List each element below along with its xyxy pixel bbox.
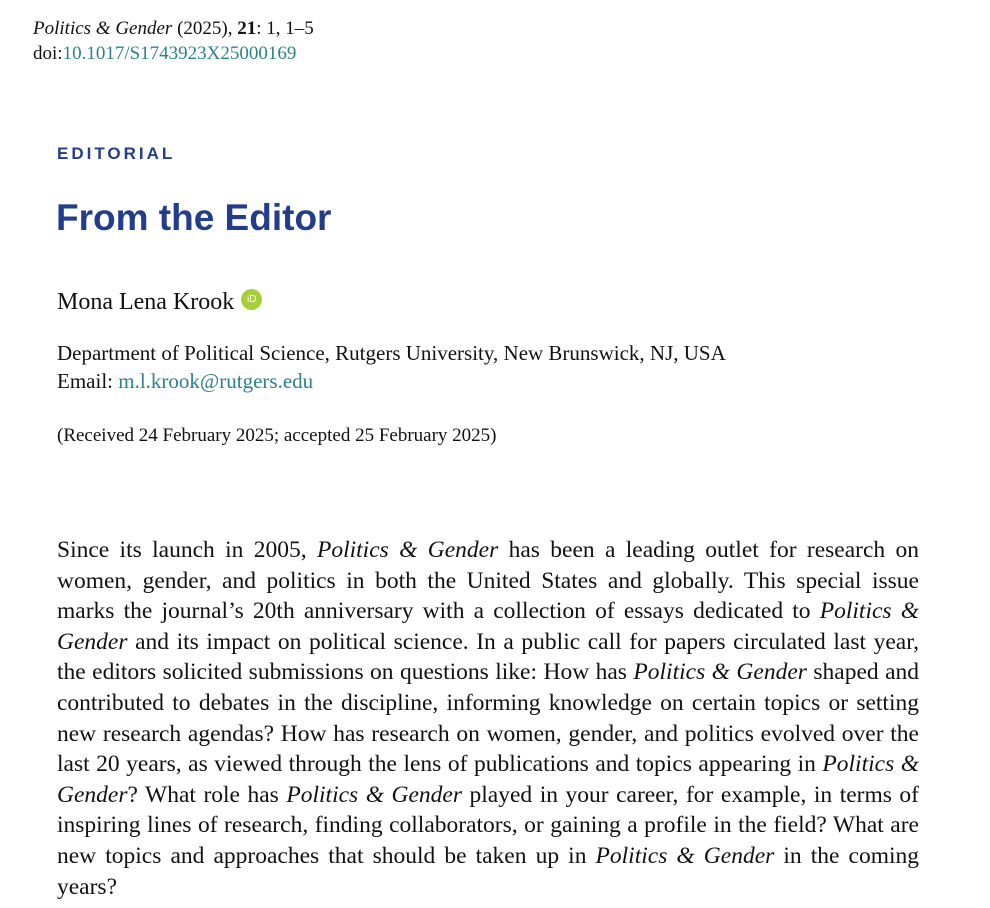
journal-ref-2: Politics & Gender	[57, 598, 920, 655]
body-text-f: played in your career, for example, in terms of inspiring lines of research, finding collaborators, or gaining a profile in the field? What are new topics and approaches that should be taken up in	[57, 781, 920, 869]
affiliation-block	[57, 339, 726, 395]
doi-prefix: doi:	[33, 43, 63, 64]
journal-name: Politics & Gender	[33, 18, 173, 39]
email-link[interactable]: m.l.krook@rutgers.edu	[118, 369, 314, 393]
journal-ref-5: Politics & Gender	[286, 781, 462, 808]
doi-link[interactable]: 10.1017/S1743923X25000169	[62, 43, 297, 64]
citation-year: (2025),	[177, 18, 233, 39]
author-line	[57, 289, 262, 316]
journal-ref-3: Politics & Gender	[633, 659, 807, 686]
journal-ref-4: Politics & Gender	[57, 751, 920, 808]
article-title: From the Editor	[56, 197, 332, 238]
email-label: Email:	[57, 369, 113, 393]
body-text-c: and its impact on political science. In a public call for papers circulated last year, the editors solicited submissions on questions like: How has	[57, 628, 919, 686]
article-type: EDITORIAL	[57, 144, 176, 163]
body-text-a: Since its launch in 2005,	[57, 537, 307, 563]
body-text-g: in the coming years?	[57, 842, 920, 900]
received-accepted-dates: (Received 24 February 2025; accepted 25 February 2025)	[57, 425, 497, 446]
journal-ref-1: Politics & Gender	[316, 537, 499, 563]
author-name: Mona Lena Krook	[57, 289, 235, 315]
body-text-e: ? What role has	[127, 781, 279, 808]
citation-line	[33, 16, 314, 41]
orcid-icon[interactable]: iD	[241, 289, 262, 310]
doi-line	[33, 41, 314, 66]
citation-header	[33, 16, 314, 66]
citation-volume: 21	[237, 18, 257, 39]
affiliation: Department of Political Science, Rutgers University, New Brunswick, NJ, USA	[57, 341, 726, 365]
citation-issue-pages: : 1, 1–5	[256, 18, 314, 39]
body-text-b: has been a leading outlet for research on women, gender, and politics in both the United States and globally. This special issue marks the journal’s 20th anniversary with a collection of essays dedicated to	[57, 537, 920, 625]
journal-ref-6: Politics & Gender	[595, 842, 775, 869]
body-text-d: shaped and contributed to debates in the discipline, informing knowledge on certain topics or setting new research agendas? How has research on women, gender, and politics evolved over the last 20 years, as viewed through the lens of publications and topics appearing in	[57, 659, 920, 778]
body-paragraph	[57, 535, 919, 902]
email-line	[57, 367, 726, 395]
